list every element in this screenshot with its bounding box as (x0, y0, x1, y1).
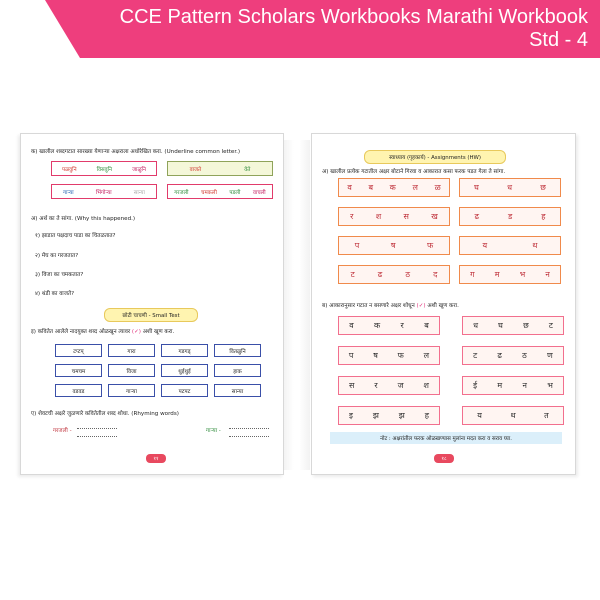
letter-group: प ष फ (338, 236, 450, 255)
odd-letter-group[interactable]: इ झ झ ह (338, 406, 440, 425)
question-hint: (Underline common letter.) (164, 149, 241, 155)
question-text-tail: अशी खूण करा. (142, 329, 175, 335)
book-spine (283, 140, 310, 470)
grid-word[interactable]: वितळुनि (214, 344, 261, 357)
grid-word[interactable]: पटपट (161, 384, 208, 397)
answer-line[interactable] (229, 436, 269, 437)
right-page (311, 133, 576, 475)
question-number: अ) (31, 216, 38, 222)
grid-word[interactable]: गारा (108, 344, 155, 357)
question-k (31, 147, 240, 155)
sub-question-1: १) झाडात पक्षदाच पाडा का चितळतात? (35, 233, 116, 239)
check-mark-icon: (✓) (416, 303, 426, 309)
grid-word[interactable]: गडगड् (161, 344, 208, 357)
odd-letter-group[interactable]: व क र ब (338, 316, 440, 335)
grid-word[interactable]: सान्या (214, 384, 261, 397)
question-text: खालील शब्दगटात सारख्या येणाऱ्या अक्षराला अधोरेखित करा. (39, 149, 163, 155)
left-page (20, 133, 284, 475)
word: गरजली (174, 189, 189, 196)
word-group-2 (167, 161, 273, 176)
question-hint: (Why this happened.) (74, 216, 136, 222)
check-mark-icon: (✓) (131, 329, 141, 335)
question-number: इ) (31, 329, 36, 335)
grid-word[interactable]: वडवड (55, 384, 102, 397)
banner-std: Std - 4 (529, 29, 588, 51)
question-text: आकारानुसार गटात न बसणारे अक्षर शोधून (329, 303, 415, 309)
rhyme-right-label: गाऱ्या - (206, 428, 221, 434)
grid-word[interactable]: टप्टप् (55, 344, 102, 357)
page-number: ११ (146, 454, 166, 463)
question-number: ए) (31, 411, 37, 417)
sub-question-3: ३) विजा का चमकतात? (35, 272, 84, 278)
odd-letter-group[interactable]: य थ त (462, 406, 564, 425)
small-test-heading: छोटी चाचणी - Small Test (104, 308, 198, 322)
word: वाचली (252, 189, 266, 196)
word: वाजते (189, 166, 202, 173)
word: पडली (229, 189, 241, 196)
question-u (31, 409, 179, 417)
word: सान्या (133, 189, 145, 196)
letter-group: घ ध छ (459, 178, 561, 197)
letter-group: य थ (459, 236, 561, 255)
word: पळवुनि (62, 166, 77, 173)
sub-question-2: २) मेघ का गरजतात? (35, 253, 79, 259)
word: चमकली (201, 189, 217, 196)
grid-word[interactable]: गाऱ्या (108, 384, 155, 397)
question-hint: (Rhyming words) (131, 411, 179, 417)
grid-word[interactable]: विजा (108, 364, 155, 377)
assignments-heading: स्वाध्याय (गृहकार्य) - Assignments (HW) (364, 150, 506, 164)
question-number: क) (31, 149, 38, 155)
word: विसवुनि (96, 166, 113, 173)
question-text: अर्थ का ते सांगा. (39, 216, 73, 222)
letter-group: ट ढ ठ द (338, 265, 450, 284)
letter-group: र श स ख (338, 207, 450, 226)
question-a (322, 167, 505, 175)
question-a (31, 214, 135, 222)
answer-line[interactable] (77, 428, 117, 429)
odd-letter-group[interactable]: ट ढ ठ ण (462, 346, 564, 365)
banner (0, 0, 600, 58)
grid-word[interactable]: हाक (214, 364, 261, 377)
answer-line[interactable] (229, 428, 269, 429)
odd-letter-group[interactable]: ई म न भ (462, 376, 564, 395)
word-group-3 (51, 184, 157, 199)
page-number: १८ (434, 454, 454, 463)
question-text: शेवटची अक्षरे जुळणारे कवितेतील शब्द शोधा. (38, 411, 130, 417)
teacher-note: नोट : अक्षरांतील फरक ओळखण्यास मुलांना मदत करा व सराव घ्या. (330, 432, 562, 444)
word: भिंगोऱ्या (95, 189, 112, 196)
word: वेते (244, 166, 251, 173)
grid-word[interactable]: चमचम (55, 364, 102, 377)
question-number: ब) (322, 303, 328, 309)
odd-letter-group[interactable]: ध घ छ ट (462, 316, 564, 335)
banner-title: CCE Pattern Scholars Workbooks Marathi Workbook (119, 6, 588, 28)
letter-group: व ब क ल ळ (338, 178, 450, 197)
letter-group: ग म भ न (459, 265, 561, 284)
question-i (31, 327, 174, 335)
sub-question-4: ४) थंडी का वाजते? (35, 291, 75, 297)
answer-line[interactable] (77, 436, 117, 437)
question-number: अ) (322, 169, 329, 175)
odd-letter-group[interactable]: प ष फ ल (338, 346, 440, 365)
odd-letter-group[interactable]: स र ज श (338, 376, 440, 395)
word: जाळुनि (132, 166, 146, 173)
word: गाऱ्या (63, 189, 74, 196)
grid-word[interactable]: थुईथुई (161, 364, 208, 377)
question-b (322, 301, 459, 309)
word-group-4 (167, 184, 273, 199)
letter-group: ढ ड ह (459, 207, 561, 226)
question-text-tail: अशी खूण करा. (427, 303, 459, 309)
rhyme-left-label: गरजली - (53, 428, 72, 434)
question-text: खालील प्रत्येक गटातील अक्षर बोटाने गिरवा व आकारात कसा फरक पडत गेला ते सांगा. (330, 169, 506, 175)
word-group-1 (51, 161, 157, 176)
question-text: कवितेत आलेले नादयुक्त शब्द ओळखून त्यावर (37, 329, 131, 335)
